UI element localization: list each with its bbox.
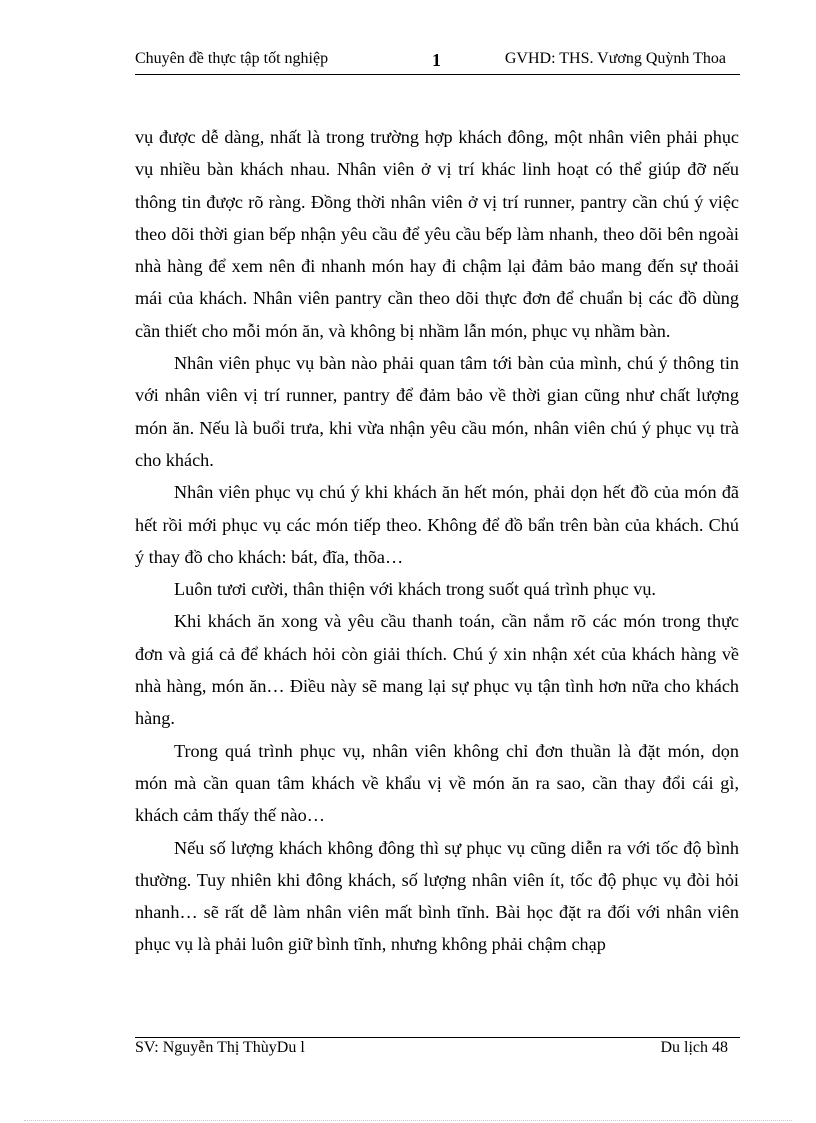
paragraph: Luôn tươi cười, thân thiện với khách trong suốt quá trình phục vụ. (174, 579, 656, 600)
paragraph: Khi khách ăn xong và yêu cầu thanh toán, cần nắm rõ các món trong thực đơn và giá cả để khách hỏi còn giải thích. Chú ý xin nhận xét của khách hàng về nhà hàng, món ăn… Điều này sẽ mang lại sự phục vụ tận tình hơn nữa cho khách hàng. (135, 611, 739, 729)
document-body (135, 121, 739, 961)
header-document-title: Chuyên đề thực tập tốt nghiệp (135, 50, 329, 67)
footer-divider (135, 1037, 740, 1038)
page-bottom-edge (24, 1120, 792, 1121)
header-supervisor: GVHD: THS. Vương Quỳnh Thoa (504, 50, 726, 67)
page-header (135, 46, 740, 75)
footer-student: SV: Nguyễn Thị ThùyDu l (135, 1039, 305, 1056)
paragraph: Nhân viên phục vụ bàn nào phải quan tâm tới bàn của mình, chú ý thông tin với nhân viên vị trí runner, pantry để đảm bảo về thời gian cũng như chất lượng món ăn. Nếu là buổi trưa, khi vừa nhận yêu cầu món, nhân viên chú ý phục vụ trà cho khách. (135, 353, 739, 470)
paragraph: Nếu số lượng khách không đông thì sự phục vụ cũng diễn ra với tốc độ bình thường. Tuy nhiên khi đông khách, số lượng nhân viên ít, tốc độ phục vụ đòi hỏi nhanh… sẽ rất dễ làm nhân viên mất bình tĩnh. Bài học đặt ra đối với nhân viên phục vụ là phải luôn giữ bình tĩnh, nhưng không phải chậm chạp (135, 837, 739, 955)
footer-class: Du lịch 48 (660, 1039, 728, 1056)
paragraph-continued: vụ được dễ dàng, nhất là trong trường hợp khách đông, một nhân viên phải phục vụ nhiều bàn khách nhau. Nhân viên ở vị trí khác linh hoạt có thể giúp đỡ nếu thông tin được rõ ràng. Đồng thời nhân viên ở vị trí runner, pantry cần chú ý việc theo dõi thời gian bếp nhận yêu cầu để yêu cầu bếp làm nhanh, theo dõi bên ngoài nhà hàng để xem nên đi nhanh món hay đi chậm lại đảm bảo mang đến sự thoải mái của khách. Nhân viên pantry cần theo dõi thực đơn để chuẩn bị các đồ dùng cần thiết cho mỗi món ăn, và không bị nhầm lẫn món, phục vụ nhầm bàn. (135, 127, 739, 341)
header-page-number: 1 (432, 50, 441, 70)
paragraph: Nhân viên phục vụ chú ý khi khách ăn hết món, phải dọn hết đồ của món đã hết rồi mới phục vụ các món tiếp theo. Không để đồ bẩn trên bàn của khách. Chú ý thay đồ cho khách: bát, đĩa, thõa… (135, 482, 739, 567)
paragraph: Trong quá trình phục vụ, nhân viên không chỉ đơn thuần là đặt món, dọn món mà cần quan tâm khách về khẩu vị về món ăn ra sao, cần thay đổi cái gì, khách cảm thấy thế nào… (135, 740, 739, 826)
